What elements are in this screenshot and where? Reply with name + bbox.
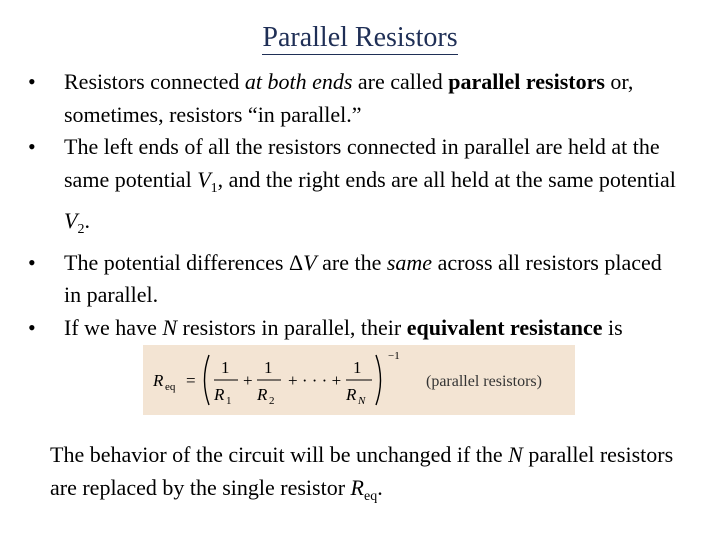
text-run: If we have [64, 314, 163, 340]
bullet-item [28, 312, 678, 345]
bullet-marker: • [28, 134, 36, 159]
fracN-den-r: R [346, 385, 357, 404]
bullet-marker: • [28, 314, 36, 340]
text-run: . [377, 474, 383, 500]
text-run: V [64, 208, 78, 233]
text-run: parallel resistors are replaced by the single resistor [50, 442, 674, 500]
eq-dots: + · · · + [288, 371, 342, 390]
text-run: or, sometimes, resistors “in parallel.” [64, 69, 634, 127]
text-run: are the [316, 249, 387, 275]
bullet-item [28, 131, 678, 247]
right-paren [376, 355, 381, 405]
text-run: , and the right ends are all held at the same potential [217, 166, 676, 192]
text-run: N [162, 314, 178, 340]
fracN-den-sub: N [358, 395, 366, 407]
frac1-den-sub: 1 [226, 395, 232, 407]
equation-svg [143, 345, 575, 415]
closing-statement [50, 439, 690, 513]
frac2-num: 1 [264, 358, 273, 377]
text-run: are called [352, 69, 449, 94]
text-run: N [508, 442, 523, 467]
text-run: V [303, 249, 317, 275]
frac2-den-sub: 2 [269, 395, 275, 407]
slide-title-text: Parallel Resistors [262, 22, 458, 53]
text-run: eq [364, 488, 378, 504]
text-run: is [602, 314, 623, 340]
eq-lhs-sub: eq [165, 381, 176, 393]
bullet-item [28, 66, 678, 131]
text-run: parallel resistors [448, 69, 605, 94]
eq-equals: = [186, 371, 196, 390]
bullet-list [28, 66, 678, 344]
text-run: 1 [210, 180, 218, 196]
fracN-num: 1 [353, 358, 362, 377]
eq-note: (parallel resistors) [426, 373, 542, 390]
frac1-num: 1 [221, 358, 230, 377]
left-paren [205, 355, 210, 405]
text-run: resistors in parallel, their [177, 314, 407, 340]
text-run: at both ends [244, 69, 353, 94]
text-run: 2 [77, 222, 85, 237]
text-run: same [386, 249, 433, 275]
eq-exponent: −1 [388, 350, 400, 362]
eq-plus: + [243, 371, 253, 390]
text-run: The left ends of all the resistors connected in parallel are held at the same potential [64, 134, 660, 192]
bullet-marker: • [28, 69, 36, 94]
text-run: Resistors connected [64, 69, 245, 94]
bullet-item [28, 247, 678, 312]
text-run: equivalent resistance [406, 314, 603, 340]
equivalent-resistance-equation [143, 345, 575, 415]
text-run: V [197, 166, 211, 192]
eq-lhs-r: R [153, 371, 164, 390]
text-run: across all resistors placed in parallel. [64, 249, 662, 307]
text-run: R [350, 474, 364, 500]
text-run: . [84, 208, 90, 233]
frac2-den-r: R [257, 385, 268, 404]
text-run: The potential differences Δ [64, 249, 304, 275]
slide-title [0, 22, 720, 54]
text-run: The behavior of the circuit will be unchanged if the [50, 442, 509, 467]
frac1-den-r: R [214, 385, 225, 404]
bullet-marker: • [28, 249, 36, 275]
